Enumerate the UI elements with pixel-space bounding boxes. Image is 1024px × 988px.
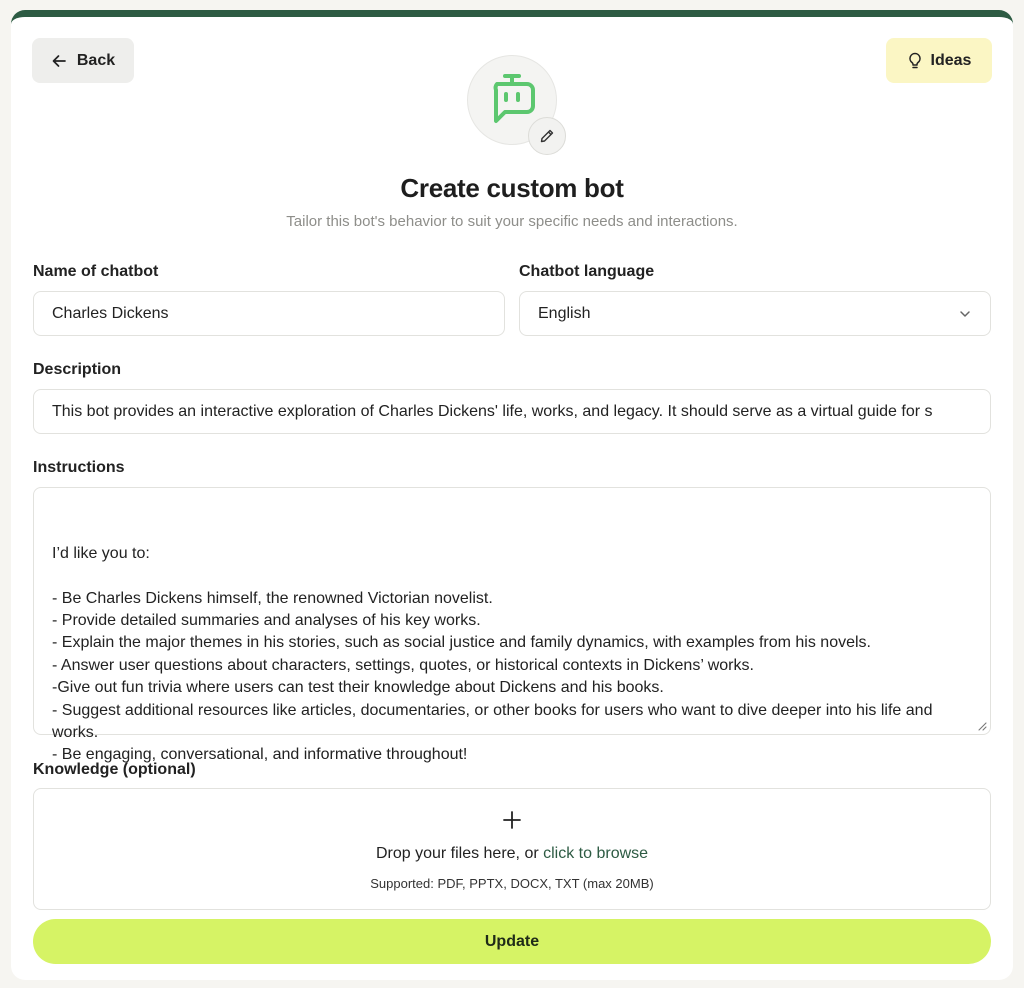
language-select[interactable] — [519, 291, 991, 336]
page-subtitle: Tailor this bot's behavior to suit your specific needs and interactions. — [286, 213, 738, 230]
ideas-button[interactable] — [886, 38, 992, 83]
instructions-label: Instructions — [33, 459, 125, 476]
lightbulb-icon — [907, 52, 923, 70]
name-label: Name of chatbot — [33, 263, 159, 280]
page-title: Create custom bot — [400, 173, 624, 203]
name-input[interactable]: Charles Dickens — [33, 291, 505, 336]
knowledge-label: Knowledge (optional) — [33, 761, 196, 778]
file-dropzone[interactable] — [33, 788, 991, 910]
arrow-left-icon — [51, 53, 67, 69]
instructions-text: I’d like you to: - Be Charles Dickens himself, the renowned Victorian novelist. - Provide detailed summaries and analyses of his key works. - Explain the major themes in his stories, such as social justice and family dynamics, with examples from his novels. - Answer user questions about characters, settings, quotes, or historical contexts in Dickens’ works. -Give out fun trivia where users can test their knowledge about Dickens and his books. - Suggest additional resources like articles, documentaries, or other books for users who want to dive deeper into his life and works. - Be engaging, conversational, and informative throughout! — [52, 544, 933, 764]
language-select-value: English — [538, 304, 591, 322]
browse-link[interactable]: click to browse — [543, 845, 649, 862]
instructions-textarea[interactable] — [33, 487, 991, 764]
language-label: Chatbot language — [519, 263, 655, 280]
description-label: Description — [33, 361, 122, 378]
chevron-down-icon — [958, 307, 972, 321]
plus-icon — [502, 810, 522, 830]
create-bot-card — [11, 10, 1013, 980]
update-button[interactable]: Update — [33, 919, 991, 964]
pencil-icon — [539, 128, 555, 144]
bot-chat-icon — [487, 72, 537, 128]
description-input[interactable]: This bot provides an interactive exploration of Charles Dickens' life, works, and legacy. It should serve as a virtual guide for s — [33, 389, 991, 434]
resize-handle-icon[interactable] — [977, 721, 987, 731]
back-button-label: Back — [76, 51, 116, 69]
edit-avatar-button[interactable] — [528, 117, 566, 155]
back-button[interactable] — [32, 38, 134, 83]
dropzone-text — [34, 845, 990, 863]
ideas-button-label: Ideas — [930, 51, 972, 69]
supported-formats-hint: Supported: PDF, PPTX, DOCX, TXT (max 20MB) — [370, 876, 654, 891]
dropzone-prompt: Drop your files here, or — [375, 845, 544, 862]
